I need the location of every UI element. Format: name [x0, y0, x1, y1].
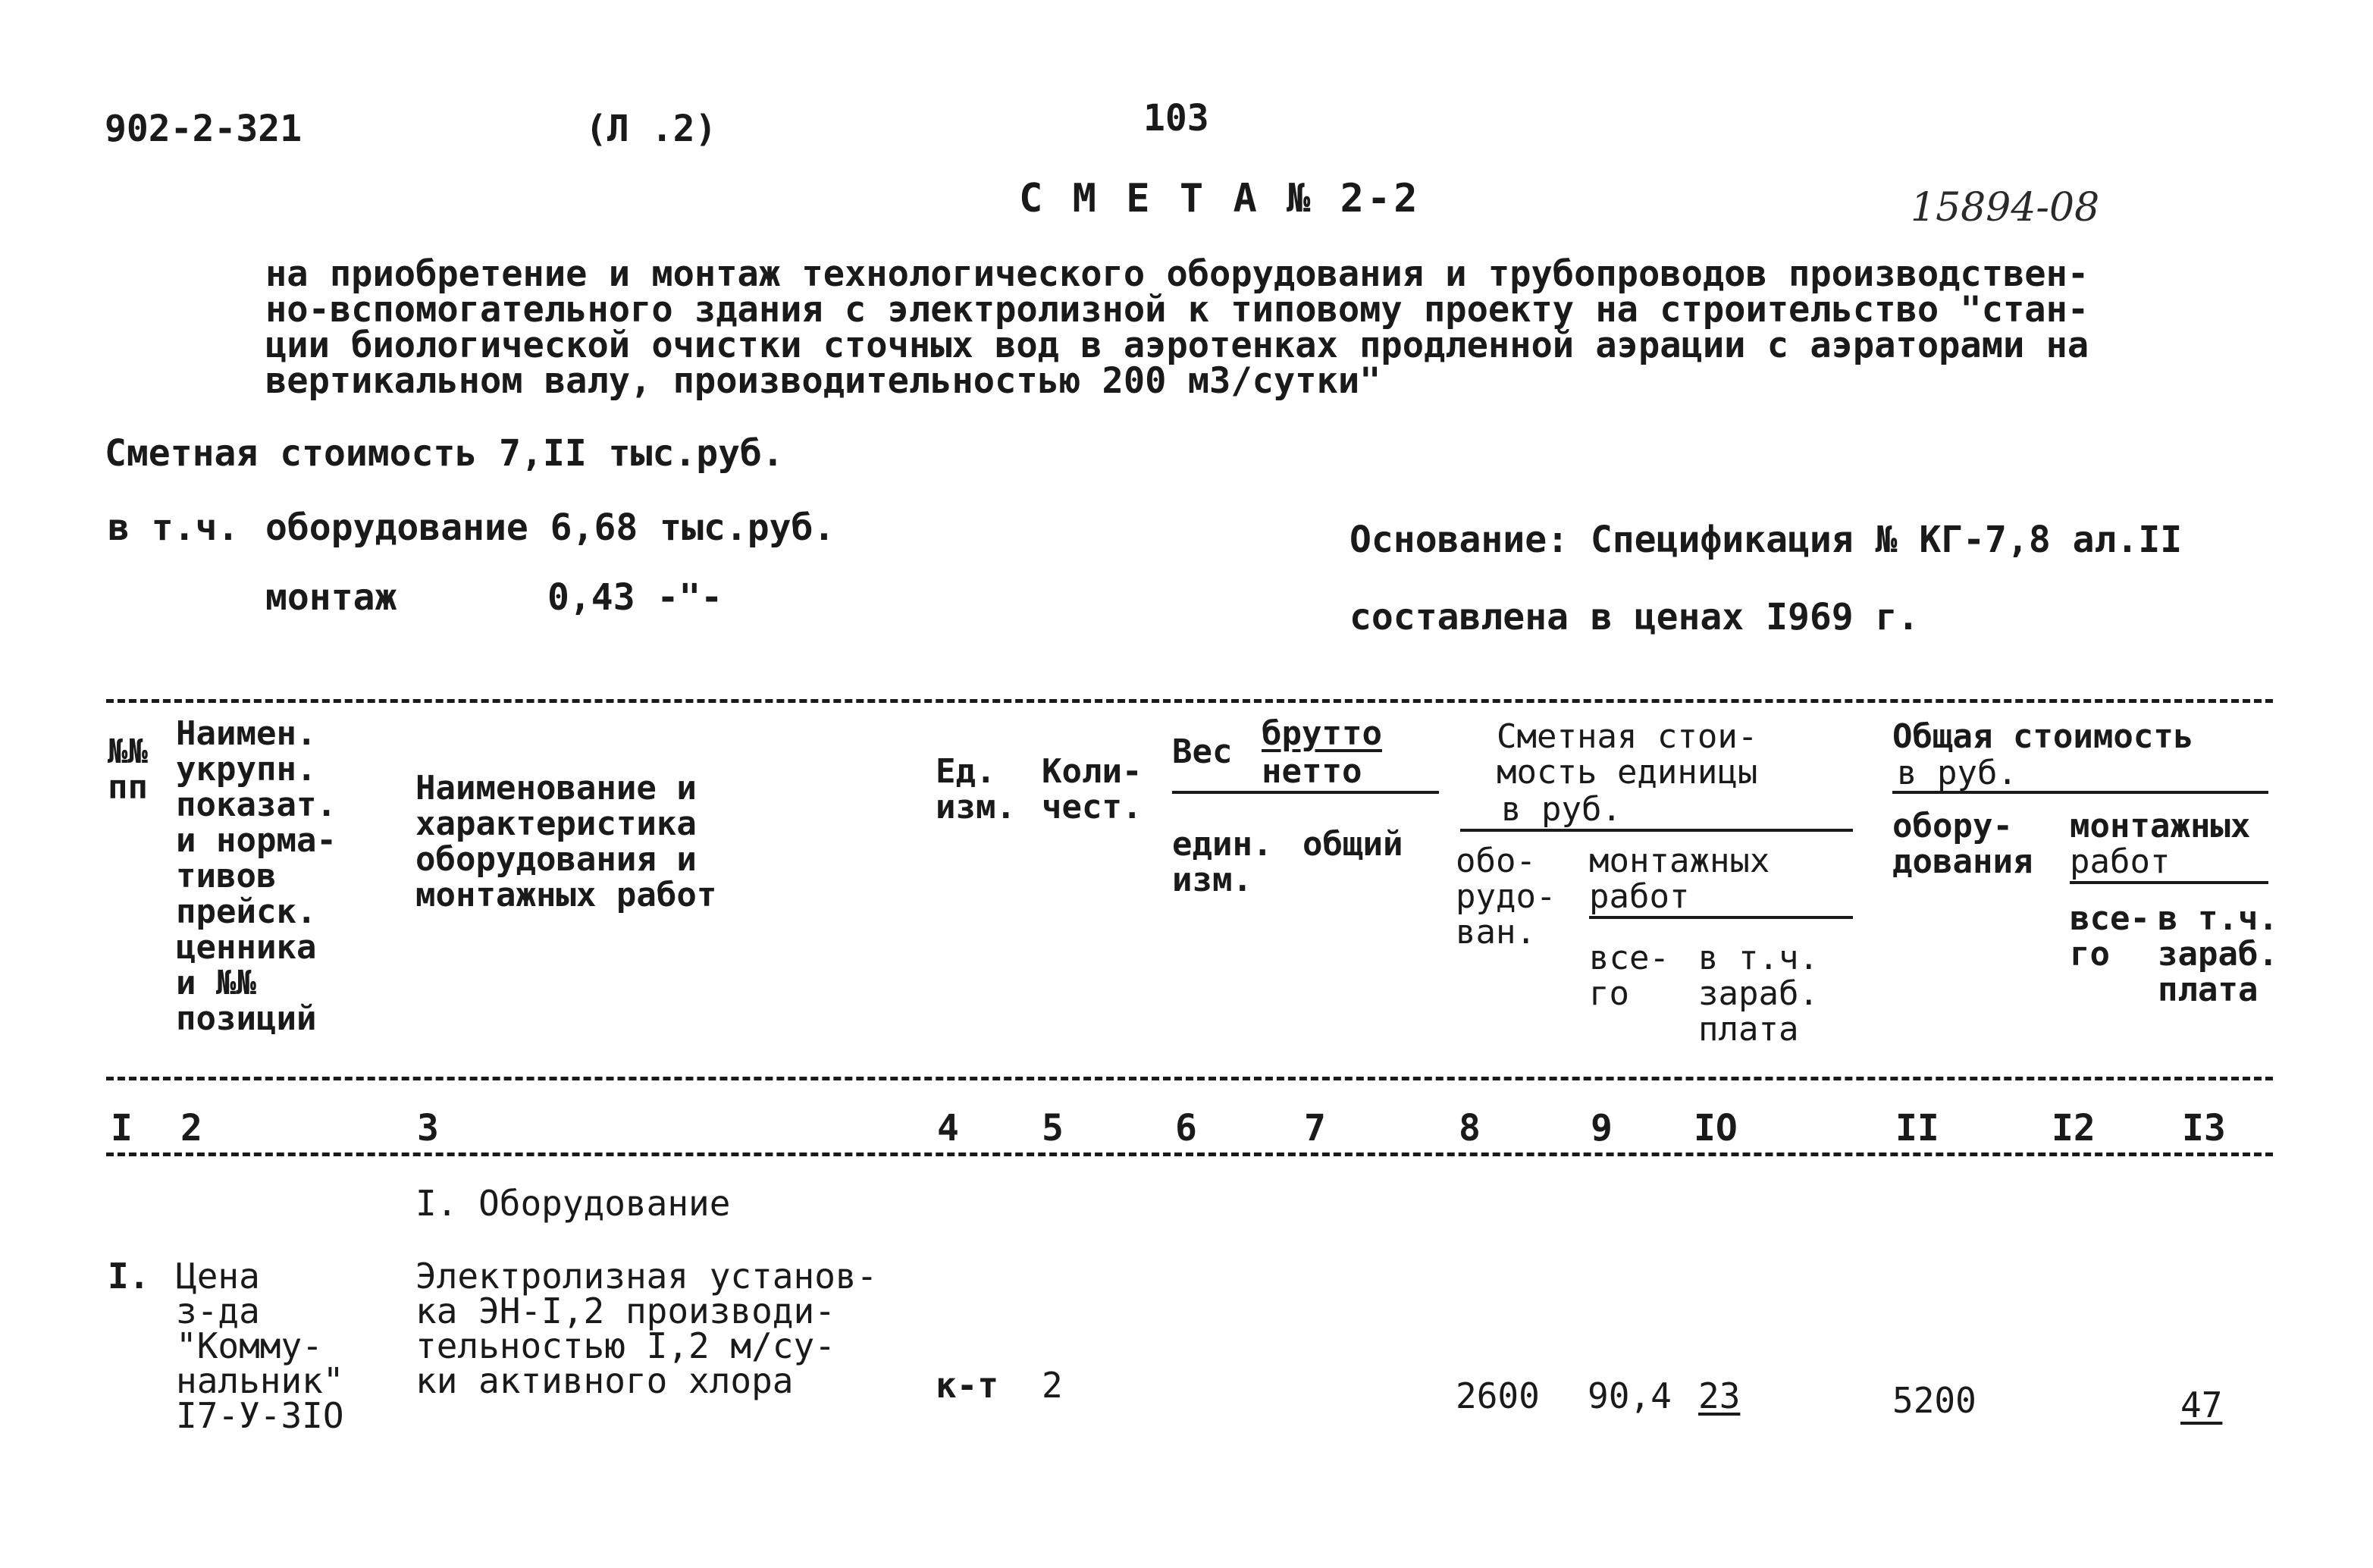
table-top-rule — [106, 699, 2273, 703]
total-cost-divider — [1892, 791, 2268, 794]
header-col-5: Коли- чест. — [1042, 752, 1143, 826]
header-unit-cost-rub: в руб. — [1501, 790, 1622, 829]
colnum-2: 2 — [180, 1107, 202, 1149]
header-col-1: №№ пп — [108, 732, 148, 807]
colnum-11: II — [1895, 1107, 1939, 1149]
colnum-10: IO — [1694, 1107, 1738, 1149]
header-weight-net: нетто — [1262, 752, 1362, 791]
header-unit-mount-works: работ — [1589, 877, 1690, 916]
header-total-mount-works: работ — [2070, 842, 2171, 881]
page-number: 103 — [1143, 97, 1209, 140]
header-col-2: Наимен. укрупн. показат. и норма- тивов прейск. ценника и №№ позиций — [176, 714, 337, 1038]
colnum-13: I3 — [2182, 1107, 2226, 1149]
colnum-5: 5 — [1042, 1107, 1064, 1149]
section-title: I. Оборудование — [415, 1183, 731, 1224]
header-total-cost: Общая стоимость — [1892, 717, 2194, 756]
weight-divider — [1172, 791, 1439, 794]
row-1-qty: 2 — [1042, 1365, 1063, 1406]
equipment-cost: оборудование 6,68 тыс.руб. — [265, 506, 835, 549]
header-unit-cost: Сметная стои- мость единицы — [1497, 717, 1758, 792]
header-col-3: Наименование и характеристика оборудования и монтажных работ — [415, 769, 717, 914]
header-unit-mount-all: все- го — [1589, 939, 1669, 1013]
header-weight-gross: брутто — [1262, 714, 1382, 753]
header-weight: Вес — [1172, 732, 1233, 771]
header-total-mount-wage: в т.ч. зараб. плата — [2158, 899, 2278, 1009]
incl-label: в т.ч. — [108, 506, 240, 549]
colnum-9: 9 — [1591, 1107, 1613, 1149]
row-1-mount-unit-wage: 23 — [1698, 1375, 1741, 1416]
document-code: 902-2-321 — [105, 108, 303, 150]
colnum-12: I2 — [2052, 1107, 2096, 1149]
colnum-8: 8 — [1459, 1107, 1481, 1149]
header-col-4: Ед. изм. — [936, 752, 1016, 826]
handwritten-number: 15894-08 — [1911, 185, 2100, 230]
colnum-1: I — [111, 1107, 133, 1149]
header-bottom-rule — [106, 1077, 2273, 1080]
header-weight-total: общий — [1302, 825, 1403, 864]
colnum-7: 7 — [1304, 1107, 1326, 1149]
prices-text: составлена в ценах I969 г. — [1350, 596, 1920, 638]
colnum-3: 3 — [417, 1107, 439, 1149]
header-unit-mount: монтажных — [1589, 842, 1770, 880]
header-total-cost-rub: в руб. — [1897, 754, 2017, 792]
unit-mount-divider — [1589, 916, 1853, 919]
header-total-equip: обору- дования — [1892, 807, 2033, 881]
row-1-mount-total-wage: 47 — [2180, 1385, 2223, 1425]
header-unit-equip: обо- рудо- ван. — [1456, 842, 1556, 952]
colnum-6: 6 — [1175, 1107, 1197, 1149]
header-weight-unit: един. изм. — [1172, 825, 1273, 899]
row-1-equip-unit-cost: 2600 — [1456, 1375, 1540, 1416]
column-numbers-rule — [106, 1152, 2273, 1156]
colnum-4: 4 — [937, 1107, 959, 1149]
mounting-label: монтаж — [265, 576, 397, 619]
row-1-unit: к-т — [936, 1365, 999, 1406]
header-unit-mount-wage: в т.ч. зараб. плата — [1698, 939, 1819, 1049]
header-total-mount-all: все- го — [2070, 899, 2150, 974]
description-line-3: ции биологической очистки сточных вод в аэротенках продленной аэрации с аэраторами на — [265, 325, 2089, 366]
document-title: С М Е Т А № 2-2 — [1019, 176, 1421, 221]
row-1-mount-unit-all: 90,4 — [1588, 1375, 1672, 1416]
description-line-4: вертикальном валу, производительностью 200 м3/сутки" — [265, 360, 1381, 402]
description-line-1: на приобретение и монтаж технологического оборудования и трубопроводов производствен- — [265, 253, 2089, 295]
unit-cost-divider — [1460, 829, 1853, 832]
header-total-mount: монтажных — [2070, 807, 2251, 845]
mounting-value: 0,43 -"- — [547, 576, 723, 619]
description-line-2: но-вспомогательного здания с электролизной к типовому проекту на строительство "стан- — [265, 289, 2089, 331]
total-mount-divider — [2070, 881, 2268, 884]
sheet-label: (Л .2) — [585, 108, 717, 150]
basis-text: Основание: Спецификация № КГ-7,8 ал.II — [1350, 519, 2183, 561]
row-1-ref: Цена з-да "Комму- нальник" I7-У-3IO — [176, 1256, 344, 1436]
row-1-equip-total: 5200 — [1892, 1380, 1976, 1421]
total-cost: Сметная стоимость 7,II тыс.руб. — [105, 432, 784, 475]
row-1-name: Электролизная установ- ка ЭН-I,2 производи- тельностью I,2 м/су- ки активного хлора — [415, 1256, 878, 1401]
row-1-num: I. — [108, 1256, 150, 1297]
